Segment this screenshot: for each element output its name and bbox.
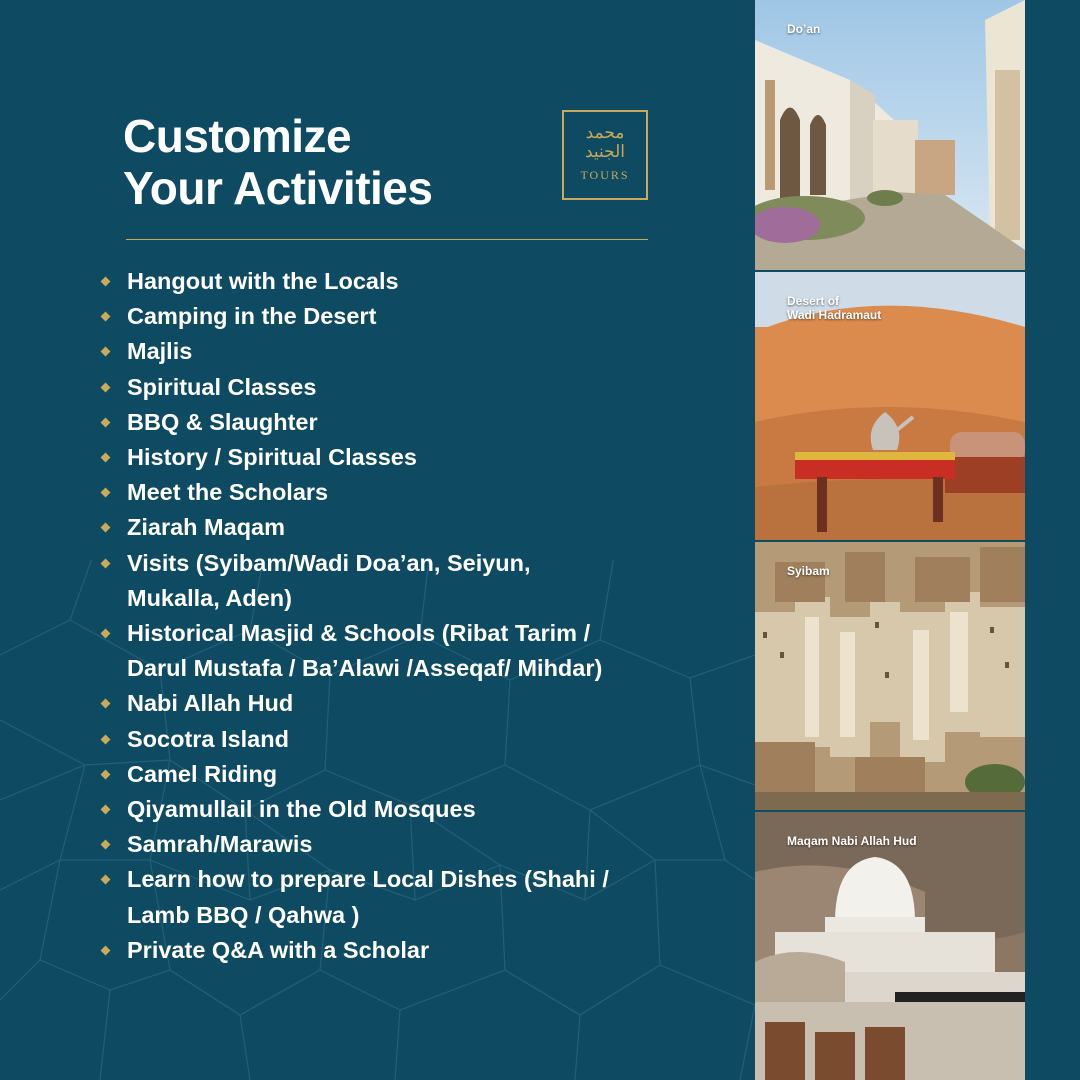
diamond-bullet-icon <box>101 312 111 322</box>
title-divider <box>126 239 648 240</box>
activity-label: Historical Masjid & Schools (Ribat Tarim / <box>127 620 591 647</box>
photo-caption-desert: Desert of Wadi Hadramaut <box>787 294 882 322</box>
activity-item <box>100 370 740 405</box>
activity-item <box>100 827 740 862</box>
activity-label: Darul Mustafa / Ba’Alawi /Asseqaf/ Mihdar) <box>127 655 603 682</box>
activity-label: BBQ & Slaughter <box>127 408 318 435</box>
brand-logo <box>562 110 648 200</box>
activity-label: Hangout with the Locals <box>127 268 399 294</box>
activity-item <box>100 334 740 369</box>
diamond-bullet-icon <box>101 629 111 639</box>
activity-label: Mukalla, Aden) <box>127 584 292 611</box>
activity-item <box>100 510 740 545</box>
diamond-bullet-icon <box>101 347 111 357</box>
diamond-bullet-icon <box>101 734 111 744</box>
activity-label: Lamb BBQ / Qahwa ) <box>127 901 360 928</box>
activity-label: Ziarah Maqam <box>127 514 286 541</box>
activity-label: Qiyamullail in the Old Mosques <box>127 796 476 823</box>
activity-label: Socotra Island <box>127 725 289 752</box>
activity-item <box>100 475 740 510</box>
diamond-bullet-icon <box>101 769 111 779</box>
photo-syibam <box>755 542 1025 810</box>
activity-label: Learn how to prepare Local Dishes (Shahi / <box>127 866 609 893</box>
activity-item <box>100 299 740 334</box>
diamond-bullet-icon <box>101 382 111 392</box>
activity-label: Private Q&A with a Scholar <box>127 936 430 963</box>
photo-caption-syibam: Syibam <box>787 564 830 578</box>
activity-label: Meet the Scholars <box>127 479 329 506</box>
diamond-bullet-icon <box>101 875 111 885</box>
diamond-bullet-icon <box>101 277 111 287</box>
activity-item <box>100 405 740 440</box>
activity-item <box>100 440 740 475</box>
photo-caption-maqam: Maqam Nabi Allah Hud <box>787 834 917 848</box>
activity-item <box>100 686 740 721</box>
photo-maqam <box>755 812 1025 1080</box>
page-title <box>123 110 432 214</box>
title-line-2: Your Activities <box>123 162 433 214</box>
activity-item <box>100 933 740 968</box>
diamond-bullet-icon <box>101 488 111 498</box>
doan-village-image <box>755 0 1025 270</box>
activity-label: Camel Riding <box>127 760 278 787</box>
syibam-city-image <box>755 542 1025 810</box>
activities-list <box>100 264 740 968</box>
activity-item <box>100 722 740 757</box>
maqam-nabi-hud-image <box>755 812 1025 1080</box>
diamond-bullet-icon <box>101 558 111 568</box>
activity-label: Spiritual Classes <box>127 373 317 400</box>
activity-item <box>100 862 740 932</box>
activity-item <box>100 616 740 686</box>
activity-label: Majlis <box>127 338 193 365</box>
photo-column <box>755 0 1025 1080</box>
activity-label: Camping in the Desert <box>127 303 377 330</box>
logo-arabic-line-2: الجنيد <box>584 142 626 162</box>
diamond-bullet-icon <box>101 699 111 709</box>
photo-doan <box>755 0 1025 270</box>
activity-item <box>100 546 740 616</box>
diamond-bullet-icon <box>101 523 111 533</box>
diamond-bullet-icon <box>101 840 111 850</box>
diamond-bullet-icon <box>101 417 111 427</box>
diamond-bullet-icon <box>101 805 111 815</box>
activity-label: Nabi Allah Hud <box>127 690 294 717</box>
photo-caption-doan: Do’an <box>787 22 821 36</box>
activity-label: History / Spiritual Classes <box>127 444 417 471</box>
activity-label: Samrah/Marawis <box>127 831 313 858</box>
logo-arabic-line-1: محمد <box>585 123 625 143</box>
activity-label: Visits (Syibam/Wadi Doa’an, Seiyun, <box>127 549 531 576</box>
diamond-bullet-icon <box>101 453 111 463</box>
activity-item <box>100 264 740 299</box>
logo-tours-label: TOURS <box>580 168 630 182</box>
photo-desert <box>755 272 1025 540</box>
title-line-1: Customize <box>123 110 352 162</box>
activity-item <box>100 757 740 792</box>
activity-item <box>100 792 740 827</box>
diamond-bullet-icon <box>101 945 111 955</box>
